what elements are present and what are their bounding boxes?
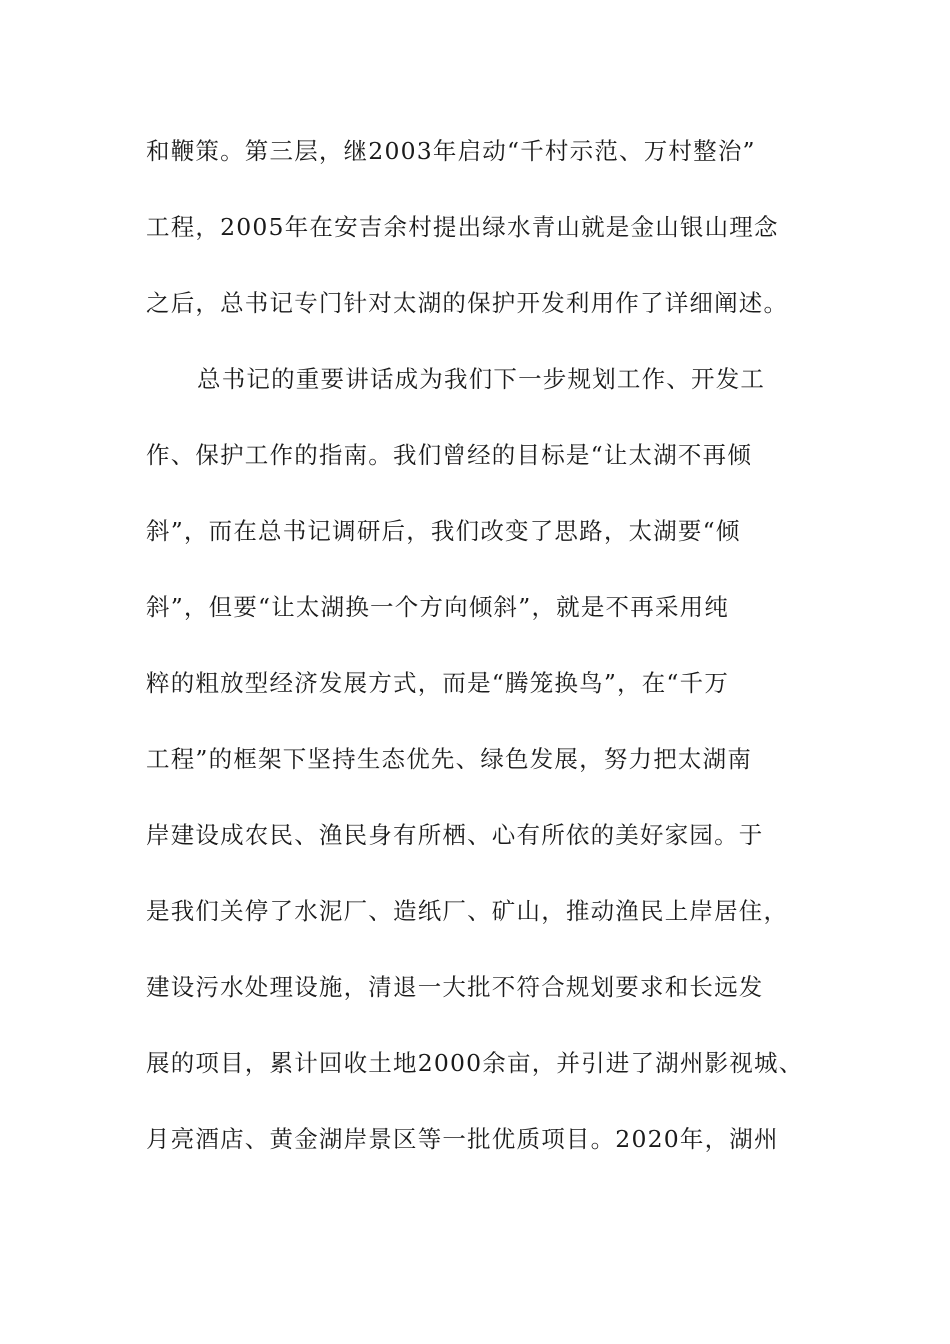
text-line: 粹的粗放型经济发展方式，而是“腾笼换鸟”，在“千万 [146, 669, 730, 697]
text-line: 工程”的框架下坚持生态优先、绿色发展，努力把太湖南 [146, 745, 753, 773]
text-line: 作、保护工作的指南。我们曾经的目标是“让太湖不再倾 [146, 441, 753, 469]
text-line: 之后，总书记专门针对太湖的保护开发利用作了详细阐述。 [146, 289, 789, 317]
text-line: 和鞭策。第三层，继2003年启动“千村示范、万村整治” [146, 137, 756, 165]
paragraph-start-line: 总书记的重要讲话成为我们下一步规划工作、开发工 [197, 365, 766, 393]
text-line: 月亮酒店、黄金湖岸景区等一批优质项目。2020年，湖州 [146, 1125, 779, 1153]
text-line: 展的项目，累计回收土地2000余亩，并引进了湖州影视城、 [146, 1049, 804, 1077]
text-line: 工程，2005年在安吉余村提出绿水青山就是金山银山理念 [146, 213, 779, 241]
text-line: 斜”，而在总书记调研后，我们改变了思路，太湖要“倾 [146, 517, 741, 545]
text-line: 斜”，但要“让太湖换一个方向倾斜”，就是不再采用纯 [146, 593, 730, 621]
text-line: 岸建设成农民、渔民身有所栖、心有所依的美好家园。于 [146, 821, 764, 849]
text-line: 建设污水处理设施，清退一大批不符合规划要求和长远发 [146, 973, 764, 1001]
text-line: 是我们关停了水泥厂、造纸厂、矿山，推动渔民上岸居住， [146, 897, 789, 925]
